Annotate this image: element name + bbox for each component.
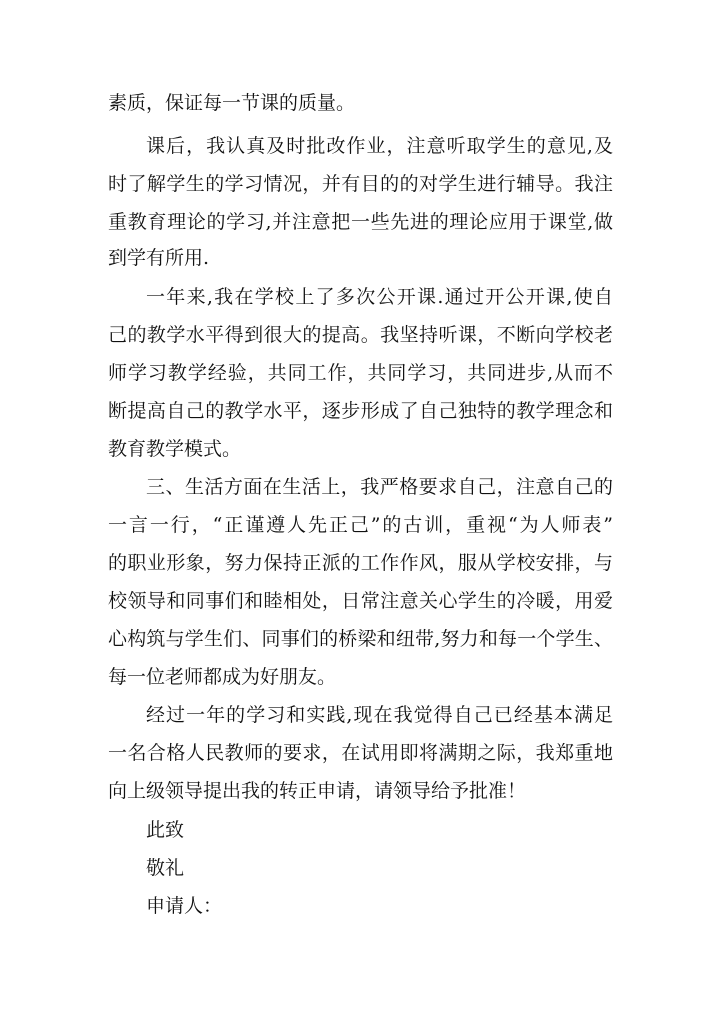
paragraph-line: 的职业形象，努力保持正派的工作作风，服从学校安排，与 [108, 552, 613, 574]
paragraph-line: 三、生活方面在生活上，我严格要求自己，注意自己的 [146, 476, 613, 498]
paragraph-line: 到学有所用. [108, 247, 210, 269]
paragraph-line: 一名合格人民教师的要求，在试用即将满期之际，我郑重地 [108, 742, 613, 764]
paragraph-line: 重教育理论的学习,并注意把一些先进的理论应用于课堂,做 [108, 211, 613, 233]
paragraph-line: 校领导和同事们和睦相处，日常注意关心学生的冷暖，用爱 [108, 590, 613, 612]
paragraph-line: 课后，我认真及时批改作业，注意听取学生的意见,及 [146, 135, 613, 157]
closing-salutation: 此致 [146, 819, 185, 841]
paragraph-line: 向上级领导提出我的转正申请，请领导给予批准！ [108, 780, 527, 802]
paragraph-line: 素质，保证每一节课的质量。 [108, 92, 356, 114]
paragraph-line: 断提高自己的教学水平，逐步形成了自己独特的教学理念和 [108, 400, 613, 422]
closing-regards: 敬礼 [146, 857, 185, 879]
paragraph-line: 教育教学模式。 [108, 438, 242, 460]
paragraph-line: 每一位老师都成为好朋友。 [108, 666, 337, 688]
paragraph-line: 经过一年的学习和实践,现在我觉得自己已经基本满足 [146, 704, 613, 726]
paragraph-line: 时了解学生的学习情况，并有目的的对学生进行辅导。我注 [108, 173, 613, 195]
paragraph-line: 心构筑与学生们、同事们的桥梁和纽带,努力和每一个学生、 [108, 628, 613, 650]
paragraph-line: 师学习教学经验，共同工作，共同学习，共同进步,从而不 [108, 362, 613, 384]
paragraph-line: 一言一行，“正谨遵人先正己”的古训，重视“为人师表” [108, 514, 613, 536]
paragraph-line: 己的教学水平得到很大的提高。我坚持听课，不断向学校老 [108, 324, 613, 346]
applicant-label: 申请人： [146, 895, 223, 917]
paragraph-line: 一年来,我在学校上了多次公开课.通过开公开课,使自 [146, 286, 613, 308]
